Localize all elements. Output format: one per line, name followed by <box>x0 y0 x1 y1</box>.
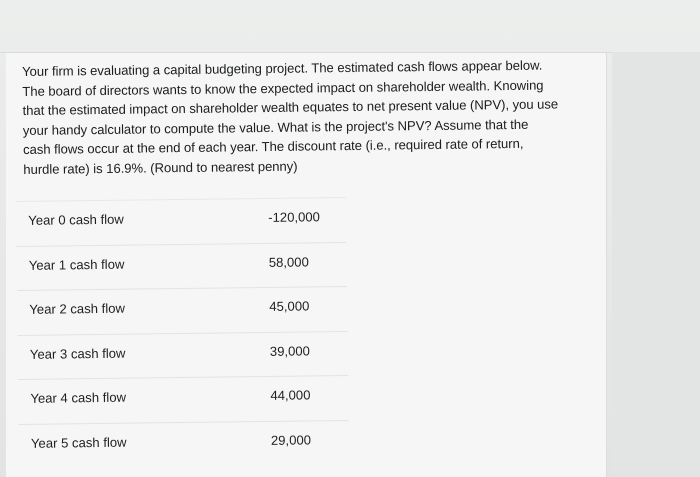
cash-flow-label: Year 4 cash flow <box>30 389 127 406</box>
question-text <box>22 55 583 179</box>
cash-flow-label: Year 1 cash flow <box>28 256 125 273</box>
question-line: cash flows occur at the end of each year. The discount rate (i.e., required rate of return, <box>22 136 524 158</box>
question-line: your handy calculator to compute the value. What is the project's NPV? Assume that the <box>22 116 529 138</box>
table-row <box>17 241 348 290</box>
cash-flow-label: Year 0 cash flow <box>28 211 124 228</box>
cash-flow-value: 39,000 <box>269 342 311 359</box>
cash-flow-table <box>16 197 349 468</box>
table-row <box>18 330 349 379</box>
question-line: hurdle rate) is 16.9%. (Round to nearest penny) <box>23 158 298 177</box>
table-row <box>16 197 347 246</box>
cash-flow-label: Year 2 cash flow <box>29 300 126 317</box>
table-row <box>17 286 348 335</box>
table-row <box>18 375 349 424</box>
cash-flow-label: Year 5 cash flow <box>30 434 127 451</box>
cash-flow-value: 44,000 <box>270 387 311 403</box>
cash-flow-value: 58,000 <box>268 253 309 270</box>
question-line: Your firm is evaluating a capital budgeting project. The estimated cash flows appear below. <box>22 57 543 79</box>
table-row <box>19 419 350 468</box>
cash-flow-value: 45,000 <box>269 298 310 314</box>
cash-flow-value: -120,000 <box>268 209 321 225</box>
question-panel <box>6 53 606 477</box>
cash-flow-value: 29,000 <box>270 431 312 448</box>
question-line: that the estimated impact on shareholder wealth equates to net present value (NPV), you use <box>22 96 559 119</box>
right-gutter <box>612 52 700 477</box>
question-line: The board of directors wants to know the expected impact on shareholder wealth. Knowing <box>22 77 544 99</box>
cash-flow-label: Year 3 cash flow <box>29 345 126 362</box>
